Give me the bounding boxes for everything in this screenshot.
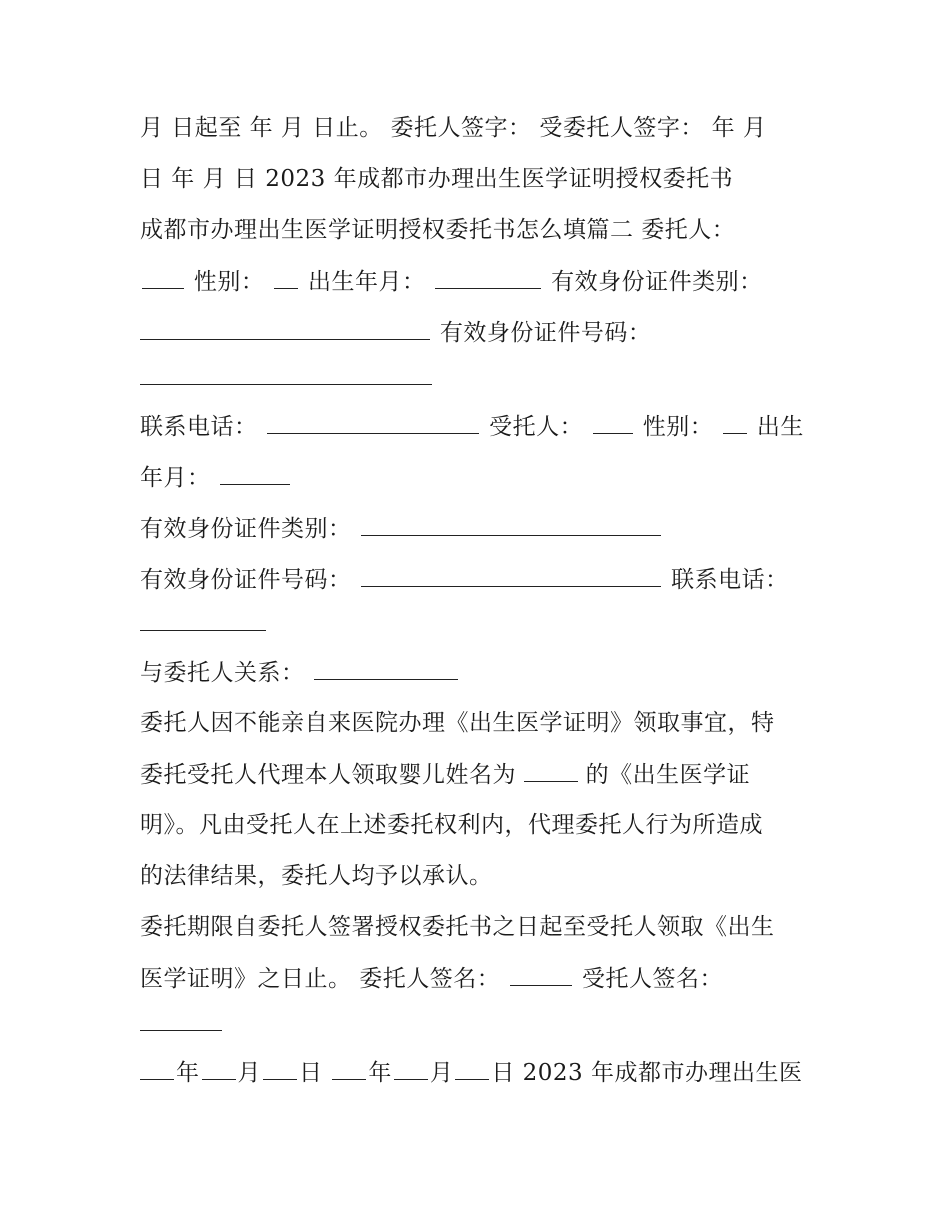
text-segment: 受托人签名： (581, 966, 723, 992)
text-segment: 联系电话： (671, 567, 789, 593)
text-segment: 性别： (193, 269, 265, 295)
text-segment: 与委托人关系： (140, 660, 305, 686)
blank-field (524, 759, 578, 782)
text-line-8 (140, 462, 292, 493)
blank-field (361, 564, 661, 587)
text-segment: 联系电话： (140, 414, 258, 440)
text-line-11 (140, 608, 268, 639)
blank-field (723, 411, 747, 434)
text-line-5 (140, 317, 651, 348)
text-segment: 委托人因不能亲自来医院办理《出生医学证明》领取事宜，特 (140, 710, 775, 736)
blank-field (140, 317, 430, 340)
text-line-3 (140, 215, 735, 245)
blank-field (394, 1057, 428, 1080)
blank-field (140, 362, 432, 385)
blank-field (274, 266, 298, 289)
text-segment: 委托受托人代理本人领取婴儿姓名为 (140, 762, 516, 788)
text-segment: 的法律结果，委托人均予以承认。 (140, 863, 493, 889)
blank-field (142, 266, 184, 289)
text-segment: 年 (176, 1060, 200, 1086)
text-segment: 月 (237, 1060, 261, 1086)
text-segment: 月 (429, 1060, 454, 1086)
blank-field (435, 266, 541, 289)
blank-field (140, 1008, 222, 1031)
blank-field (220, 462, 290, 485)
blank-field (140, 1057, 174, 1080)
text-segment: 有效身份证件号码： (439, 320, 652, 346)
blank-field (263, 1057, 297, 1080)
text-segment: 日 年 月 日 2023 年成都市办理出生医学证明授权委托书 (140, 166, 734, 192)
text-line-19 (140, 1008, 224, 1039)
text-segment: 出生 (756, 414, 804, 440)
text-segment: 成都市办理出生医学证明授权委托书怎么填篇二 委托人： (140, 217, 736, 243)
text-segment: 受托人： (489, 414, 584, 440)
text-segment: 医学证明》之日止。 委托人签名： (140, 966, 501, 992)
text-line-7 (140, 411, 804, 442)
blank-field (361, 513, 661, 536)
blank-field (593, 411, 633, 434)
blank-field (314, 657, 458, 680)
text-line-17 (140, 912, 775, 942)
text-segment: 委托期限自委托人签署授权委托书之日起至受托人领取《出生 (140, 914, 775, 940)
text-segment: 明》。凡由受托人在上述委托权利内，代理委托人行为所造成 (140, 812, 763, 838)
text-line-15 (140, 810, 763, 840)
text-line-13 (140, 708, 775, 738)
text-line-16 (140, 861, 493, 891)
text-segment: 有效身份证件类别： (140, 516, 352, 542)
text-line-12 (140, 657, 460, 688)
text-segment: 出生年月： (307, 269, 426, 295)
text-segment: 日 (299, 1060, 323, 1086)
text-line-1 (140, 113, 767, 143)
blank-field (202, 1057, 236, 1080)
text-segment: 有效身份证件号码： (140, 567, 352, 593)
text-line-10 (140, 564, 789, 595)
text-segment: 性别： (642, 414, 714, 440)
text-segment: 的《出生医学证 (585, 762, 751, 788)
text-line-2 (140, 164, 733, 194)
blank-field (455, 1057, 489, 1080)
blank-field (510, 963, 572, 986)
text-line-20 (140, 1057, 802, 1088)
text-segment: 年月： (140, 465, 211, 491)
text-segment: 有效身份证件类别： (551, 269, 763, 295)
text-line-18 (140, 963, 723, 994)
blank-field (267, 411, 479, 434)
text-line-6 (140, 362, 434, 393)
blank-field (332, 1057, 366, 1080)
blank-field (140, 608, 266, 631)
text-segment: 月 日起至 年 月 日止。 委托人签字： 受委托人签字： 年 月 (140, 115, 767, 141)
text-segment: 日 2023 年成都市办理出生医 (491, 1060, 803, 1086)
text-line-9 (140, 513, 663, 544)
text-segment: 年 (368, 1060, 392, 1086)
text-line-14 (140, 759, 750, 790)
text-line-4 (140, 266, 763, 297)
